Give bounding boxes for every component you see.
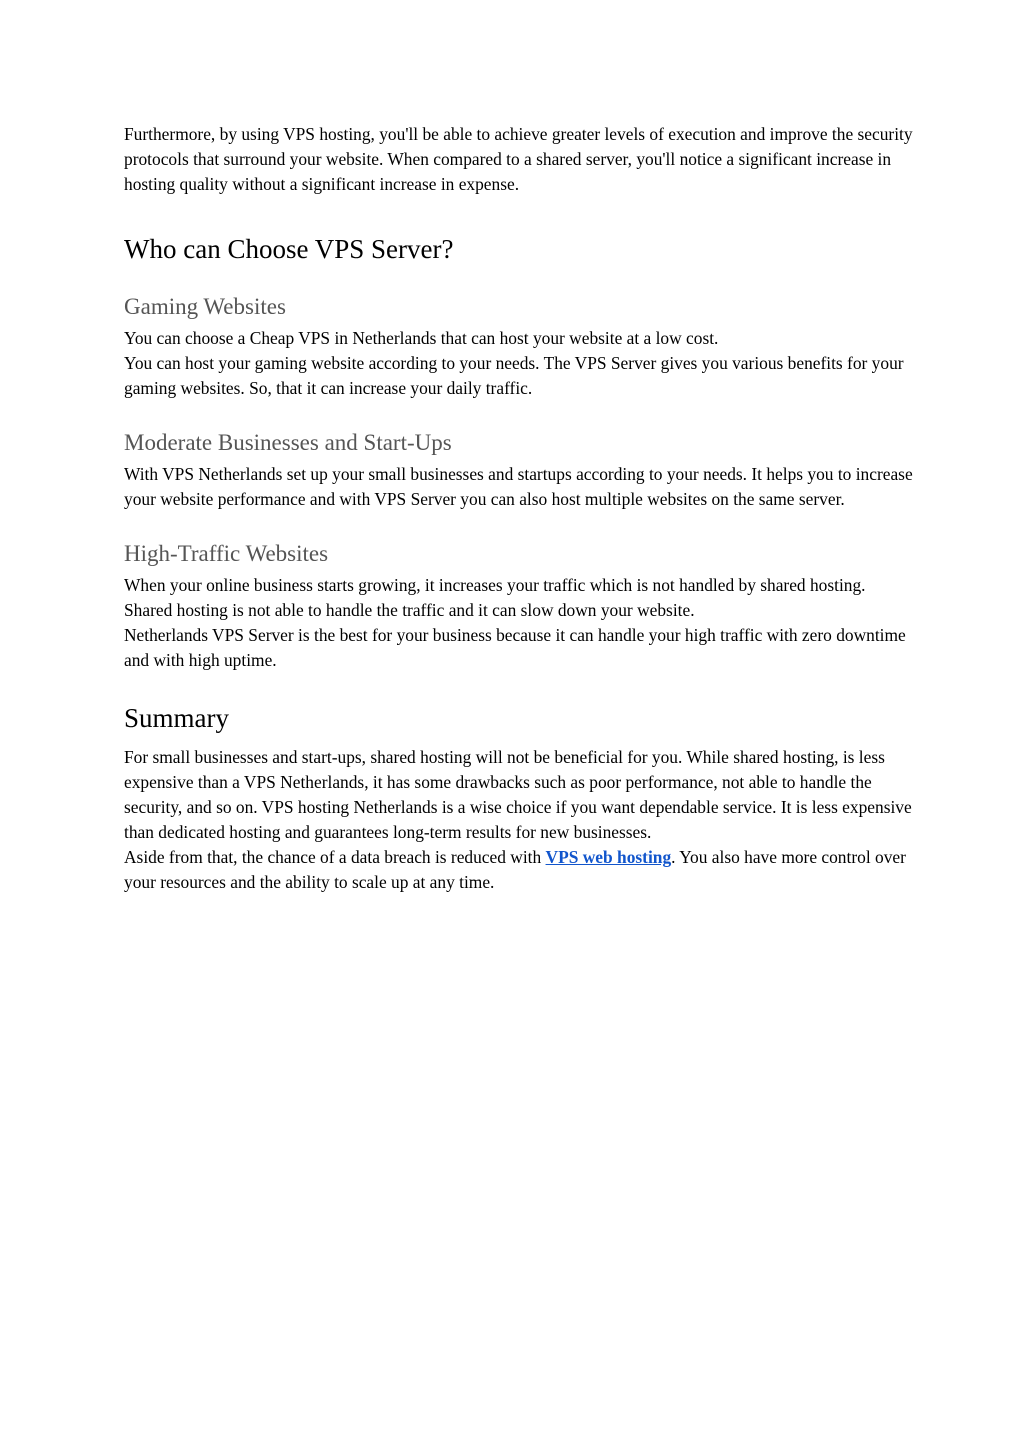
moderate-businesses-heading: Moderate Businesses and Start-Ups bbox=[124, 430, 452, 455]
gaming-paragraph-line2: You can host your gaming website according to your needs. The VPS Server gives you various benefits for your gaming websites. So, that it can increase your daily traffic. bbox=[124, 353, 904, 398]
gaming-paragraph-line1: You can choose a Cheap VPS in Netherlands that can host your website at a low cost. bbox=[124, 328, 719, 348]
document-page bbox=[124, 122, 914, 895]
moderate-paragraph: With VPS Netherlands set up your small businesses and startups according to your needs. It helps you to increase your website performance and with VPS Server you can also host multiple websites on the same server. bbox=[124, 464, 913, 509]
intro-paragraph: Furthermore, by using VPS hosting, you'll be able to achieve greater levels of execution and improve the security protocols that surround your website. When compared to a shared server, you'll notice a significant increase in hosting quality without a significant increase in expense. bbox=[124, 124, 913, 194]
summary-closing-text-after: . You also have more control over your resources and the ability to scale up at any time. bbox=[124, 847, 906, 892]
summary-closing-text-before: Aside from that, the chance of a data breach is reduced with bbox=[124, 847, 546, 867]
vps-web-hosting-link[interactable]: VPS web hosting bbox=[545, 847, 672, 867]
high-traffic-paragraph-line1: When your online business starts growing, it increases your traffic which is not handled by shared hosting. Shared hosting is not able to handle the traffic and it can slow down your website. bbox=[124, 575, 866, 620]
gaming-websites-heading: Gaming Websites bbox=[124, 294, 286, 319]
high-traffic-heading: High-Traffic Websites bbox=[124, 541, 329, 566]
summary-paragraph: For small businesses and start-ups, shared hosting will not be beneficial for you. While shared hosting, is less expensive than a VPS Netherlands, it has some drawbacks such as poor performance, not able to handle the security, and so on. VPS hosting Netherlands is a wise choice if you want dependable service. It is less expensive than dedicated hosting and guarantees long-term results for new businesses. bbox=[124, 747, 912, 842]
summary-closing-paragraph bbox=[124, 845, 914, 895]
who-can-choose-heading: Who can Choose VPS Server? bbox=[124, 234, 454, 264]
high-traffic-paragraph-line2: Netherlands VPS Server is the best for your business because it can handle your high traffic with zero downtime and with high uptime. bbox=[124, 625, 906, 670]
summary-heading: Summary bbox=[124, 703, 229, 733]
